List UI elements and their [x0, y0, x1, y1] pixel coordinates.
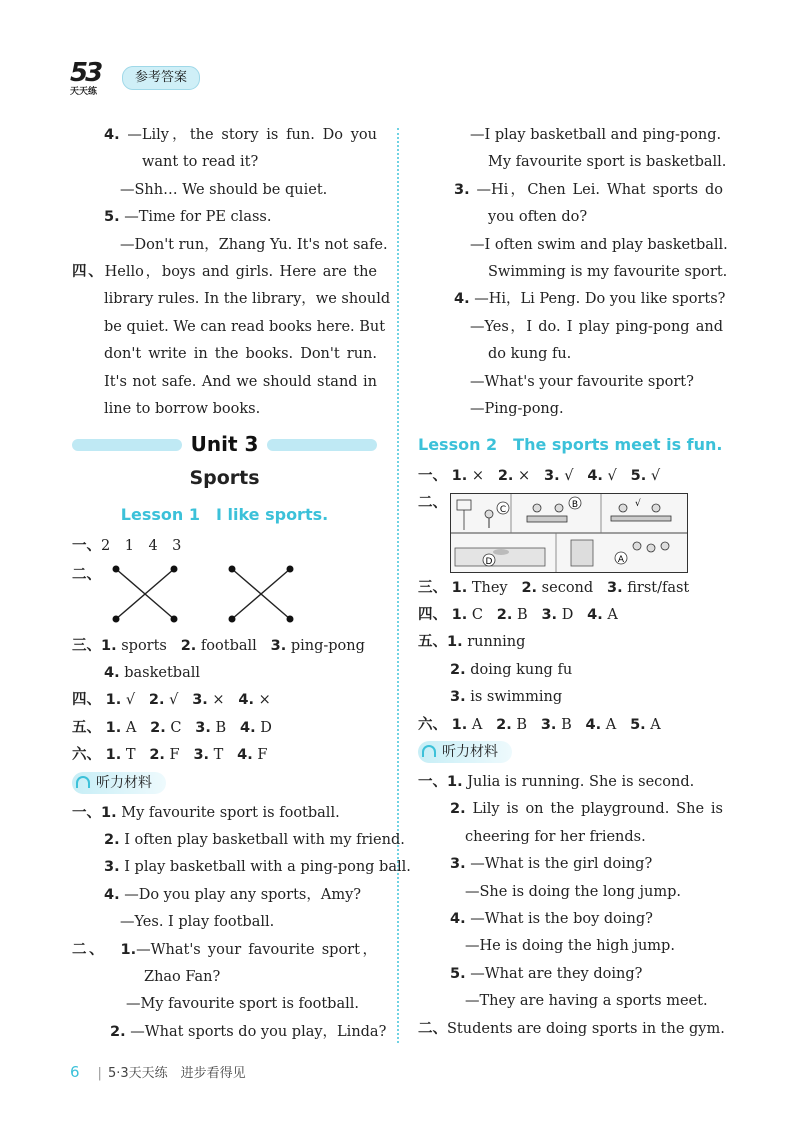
logo-number: 53: [70, 58, 101, 88]
line: —He is doing the high jump.: [465, 938, 675, 955]
headphones-icon: [422, 745, 436, 757]
right-column: [418, 122, 728, 1043]
line: 六、 1. A 2. B 3. B 4. A 5. A: [418, 716, 661, 733]
matching-lines: [72, 561, 332, 633]
line: 4. —Lily，the story is fun. Do you: [104, 127, 378, 143]
line: 五、1. running: [418, 634, 526, 651]
line: 5. —What are they doing?: [450, 965, 643, 982]
unit-banner: [72, 429, 377, 459]
line: 2. —What sports do you play，Linda?: [110, 1023, 387, 1040]
person-figure: [533, 504, 541, 512]
headphones-icon: [76, 776, 90, 788]
table: [527, 516, 567, 522]
line: want to read it?: [142, 154, 259, 171]
line: 二、Students are doing sports in the gym.: [418, 1020, 725, 1037]
picture-answer: 二、 C B √ D A: [418, 491, 723, 575]
sports-scene-illustration: [450, 493, 688, 573]
line: —Ping-pong.: [470, 400, 564, 417]
line: It's not safe. And we should stand in: [104, 373, 377, 390]
line: —My favourite sport is football.: [126, 996, 359, 1013]
line: 3. is swimming: [450, 689, 563, 706]
line: 一、1. Julia is running. She is second.: [418, 774, 695, 791]
line: —They are having a sports meet.: [465, 993, 708, 1010]
line: 三、1. sports 2. football 3. ping-pong: [72, 637, 365, 654]
line: 2. I often play basketball with my friend.: [104, 832, 405, 849]
line: —Shh… We should be quiet.: [120, 181, 328, 198]
footer-brand: 5·3天天练 进步看得见: [107, 1066, 246, 1081]
listening-row: [418, 739, 723, 769]
logo-53: [70, 60, 116, 100]
line: 3. —What is the girl doing?: [450, 856, 653, 873]
person-figure: [619, 504, 627, 512]
line: 三、 1. They 2. second 3. first/fast: [418, 579, 690, 596]
match-dot: [113, 565, 120, 572]
line: —I play basketball and ping-pong.: [470, 127, 722, 143]
unit-title: Unit 3: [190, 432, 259, 457]
match-dot: [171, 615, 178, 622]
line: 六、 1. T 2. F 3. T 4. F: [72, 747, 268, 764]
unit-subtitle: Sports: [189, 467, 260, 490]
logo-sub: 天天练: [70, 87, 98, 97]
footer: [70, 1062, 246, 1081]
line: you often do?: [488, 209, 588, 226]
line: 2. doing kung fu: [450, 661, 573, 678]
line: 2. Lily is on the playground. She is: [450, 801, 724, 818]
line: 4. —Hi，Li Peng. Do you like sports?: [454, 291, 726, 308]
line: library rules. In the library，we should: [104, 291, 391, 308]
line: 一、 1. × 2. × 3. √ 4. √ 5. √: [418, 468, 661, 485]
line: 3. I play basketball with a ping-pong ball.: [104, 859, 411, 876]
listening-badge: 听力材料: [418, 741, 512, 763]
match-dot: [113, 615, 120, 622]
line: —I often swim and play basketball.: [470, 236, 728, 253]
answer-tab: 参考答案: [122, 66, 200, 90]
person-figure: [647, 544, 655, 552]
line: 3. —Hi，Chen Lei. What sports do: [454, 181, 724, 198]
line: —She is doing the long jump.: [465, 883, 681, 900]
match-dot: [287, 615, 294, 622]
person-figure: [652, 504, 660, 512]
line: 一、1. My favourite sport is football.: [72, 804, 340, 821]
line: be quiet. We can read books here. But: [104, 318, 386, 335]
line: My favourite sport is basketball.: [488, 154, 727, 171]
svg-text:√: √: [635, 498, 641, 509]
line: cheering for her friends.: [465, 828, 646, 845]
lesson-2-title: Lesson 2 The sports meet is fun.: [418, 435, 723, 455]
line: 五、 1. A 2. C 3. B 4. D: [72, 719, 272, 736]
line: do kung fu.: [488, 346, 572, 363]
listening-badge: 听力材料: [72, 772, 166, 794]
person-figure: [633, 542, 641, 550]
line: 4. —What is the boy doing?: [450, 910, 653, 927]
match-dot: [287, 565, 294, 572]
line: Swimming is my favourite sport.: [488, 263, 728, 280]
line: 4. —Do you play any sports，Amy?: [104, 886, 362, 903]
table: [611, 516, 671, 521]
left-column: [72, 122, 411, 1046]
box: [571, 540, 593, 566]
person-figure: [661, 542, 669, 550]
person-figure: [485, 510, 493, 518]
line: —What's your favourite sport?: [470, 373, 694, 390]
svg-text:C: C: [499, 504, 507, 515]
listening-row: [72, 770, 377, 800]
line: 四、 1. C 2. B 3. D 4. A: [418, 607, 618, 624]
line: —Yes. I play football.: [120, 914, 275, 931]
line: Zhao Fan?: [144, 968, 221, 985]
line: 四、Hello，boys and girls. Here are the: [72, 263, 378, 280]
svg-text:D: D: [485, 556, 493, 567]
footer-separator: |: [97, 1066, 102, 1081]
swimmer: [493, 549, 509, 555]
match-dot: [171, 565, 178, 572]
match-dot: [229, 615, 236, 622]
line: line to borrow books.: [104, 400, 261, 417]
svg-text:B: B: [571, 499, 579, 510]
line: —Don't run，Zhang Yu. It's not safe.: [120, 236, 388, 253]
svg-text:A: A: [617, 554, 625, 565]
line: 四、 1. √ 2. √ 3. × 4. ×: [72, 692, 271, 709]
page-number: 6: [70, 1063, 80, 1081]
line: don't write in the books. Don't run.: [104, 346, 377, 363]
column-divider: [397, 128, 399, 1043]
line: 二、 1.—What's your favourite sport，: [72, 941, 378, 958]
line: 5. —Time for PE class.: [104, 209, 272, 226]
matching-answer: 二、: [72, 561, 377, 633]
match-dot: [229, 565, 236, 572]
line: 4. basketball: [104, 665, 200, 682]
line: —Yes，I do. I play ping-pong and: [470, 318, 723, 335]
lesson-1-title: Lesson 1 I like sports.: [120, 505, 329, 525]
line: 一、2 1 4 3: [72, 538, 182, 555]
person-figure: [555, 504, 563, 512]
